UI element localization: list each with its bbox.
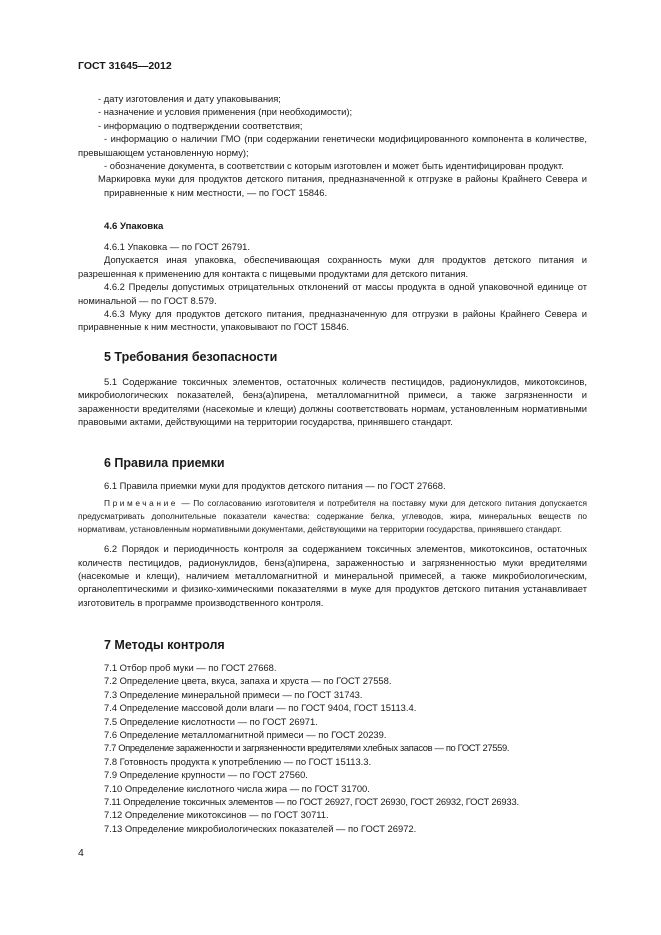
list-item: 7.9 Определение крупности — по ГОСТ 27560. — [104, 769, 308, 781]
section-4-6-body — [78, 240, 587, 334]
list-item: - информацию о подтверждении соответствия; — [98, 119, 303, 131]
list-item: 7.3 Определение минеральной примеси — по ГОСТ 31743. — [104, 688, 363, 700]
paragraph: Маркировка муки для продуктов детского питания, предназначенной к отгрузке в районы Крайнего Севера и приравненные к ним местности, — по ГОСТ 15846. — [98, 173, 587, 198]
paragraph: 4.6.1 Упаковка — по ГОСТ 26791. — [104, 241, 250, 252]
section-5-body — [78, 375, 587, 429]
labeling-list — [78, 92, 587, 199]
section-5-heading: 5 Требования безопасности — [104, 350, 278, 364]
list-item: 7.11 Определение токсичных элементов — по ГОСТ 26927, ГОСТ 26930, ГОСТ 26932, ГОСТ 26933. — [104, 796, 519, 808]
list-item: - назначение и условия применения (при необходимости); — [98, 106, 353, 118]
paragraph: 5.1 Содержание токсичных элементов, остаточных количеств пестицидов, радионуклидов, микотоксинов, микробиологических показателей, бенз(а)пирена, металломагнитной примеси, а также загрязненности и зараженности вредителями (насекомые и клещи) должны соответствовать нормам, установленным нормативными правовыми актами, действующими на территории государства, принявшего стандарт. — [78, 376, 587, 428]
document-header: ГОСТ 31645—2012 — [78, 60, 172, 72]
paragraph: 4.6.3 Муку для продуктов детского питания, предназначенную для отгрузки в районы Крайнего Севера и приравненные к ним местности, упаковывают по ГОСТ 15846. — [78, 308, 587, 333]
note-text: — По согласованию изготовителя и потребителя на поставку муки для детского питания допускается предусматривать дополнительные показатели качества: содержание белка, углеводов, жира, минеральных веществ по нормативам, установленным нормативными документами, действующими на территории государства, принявшего стандарт. — [78, 498, 587, 534]
section-6-heading: 6 Правила приемки — [104, 456, 225, 470]
section-6-body — [78, 479, 587, 609]
section-4-6-heading: 4.6 Упаковка — [104, 221, 164, 232]
paragraph: 6.1 Правила приемки муки для продуктов детского питания — по ГОСТ 27668. — [104, 480, 446, 491]
list-item: 7.1 Отбор проб муки — по ГОСТ 27668. — [104, 662, 277, 673]
list-item: - дату изготовления и дату упаковывания; — [98, 93, 281, 104]
methods-list — [104, 661, 587, 835]
list-item: 7.5 Определение кислотности — по ГОСТ 26971. — [104, 715, 318, 727]
paragraph: 4.6.2 Пределы допустимых отрицательных отклонений от массы продукта в одной упаковочной единице от номинальной — по ГОСТ 8.579. — [78, 281, 587, 306]
note-label: Примечание — [104, 498, 179, 509]
list-item: 7.6 Определение металломагнитной примеси — по ГОСТ 20239. — [104, 729, 387, 741]
paragraph: 6.2 Порядок и периодичность контроля за содержанием токсичных элементов, микотоксинов, остаточных количеств пестицидов, радионуклидов, бенз(а)пирена, зараженностью и загрязненностью муки вредителями (насекомые и клещи), наличием металломагнитной и минеральной примесей, а также микробиологическим, органолептическими и физико-химическими показателями в муке для продуктов детского питания устанавливает изготовитель в программе производственного контроля. — [78, 543, 587, 608]
section-7-heading: 7 Методы контроля — [104, 638, 225, 652]
list-item: 7.13 Определение микробиологических показателей — по ГОСТ 26972. — [104, 822, 417, 834]
note — [78, 497, 587, 535]
list-item: 7.2 Определение цвета, вкуса, запаха и хруста — по ГОСТ 27558. — [104, 675, 392, 687]
list-item: - информацию о наличии ГМО (при содержании генетически модифицированного компонента в количестве, превышающем установленную норму); — [78, 133, 587, 158]
paragraph: Допускается иная упаковка, обеспечивающая сохранность муки для продуктов детского питания и разрешенная к применению для контакта с пищевыми продуктами для детского питания. — [78, 254, 587, 279]
list-item: 7.12 Определение микотоксинов — по ГОСТ 30711. — [104, 809, 329, 821]
list-item: 7.10 Определение кислотного числа жира — по ГОСТ 31700. — [104, 782, 370, 794]
list-item: 7.8 Готовность продукта к употреблению — по ГОСТ 15113.3. — [104, 755, 372, 767]
page-number: 4 — [78, 847, 84, 859]
list-item: - обозначение документа, в соответствии с которым изготовлен и может быть идентифицирован продукт. — [104, 160, 564, 172]
list-item: 7.7 Определение зараженности и загрязненности вредителями хлебных запасов — по ГОСТ 27559. — [104, 742, 510, 754]
list-item: 7.4 Определение массовой доли влаги — по ГОСТ 9404, ГОСТ 15113.4. — [104, 702, 417, 714]
